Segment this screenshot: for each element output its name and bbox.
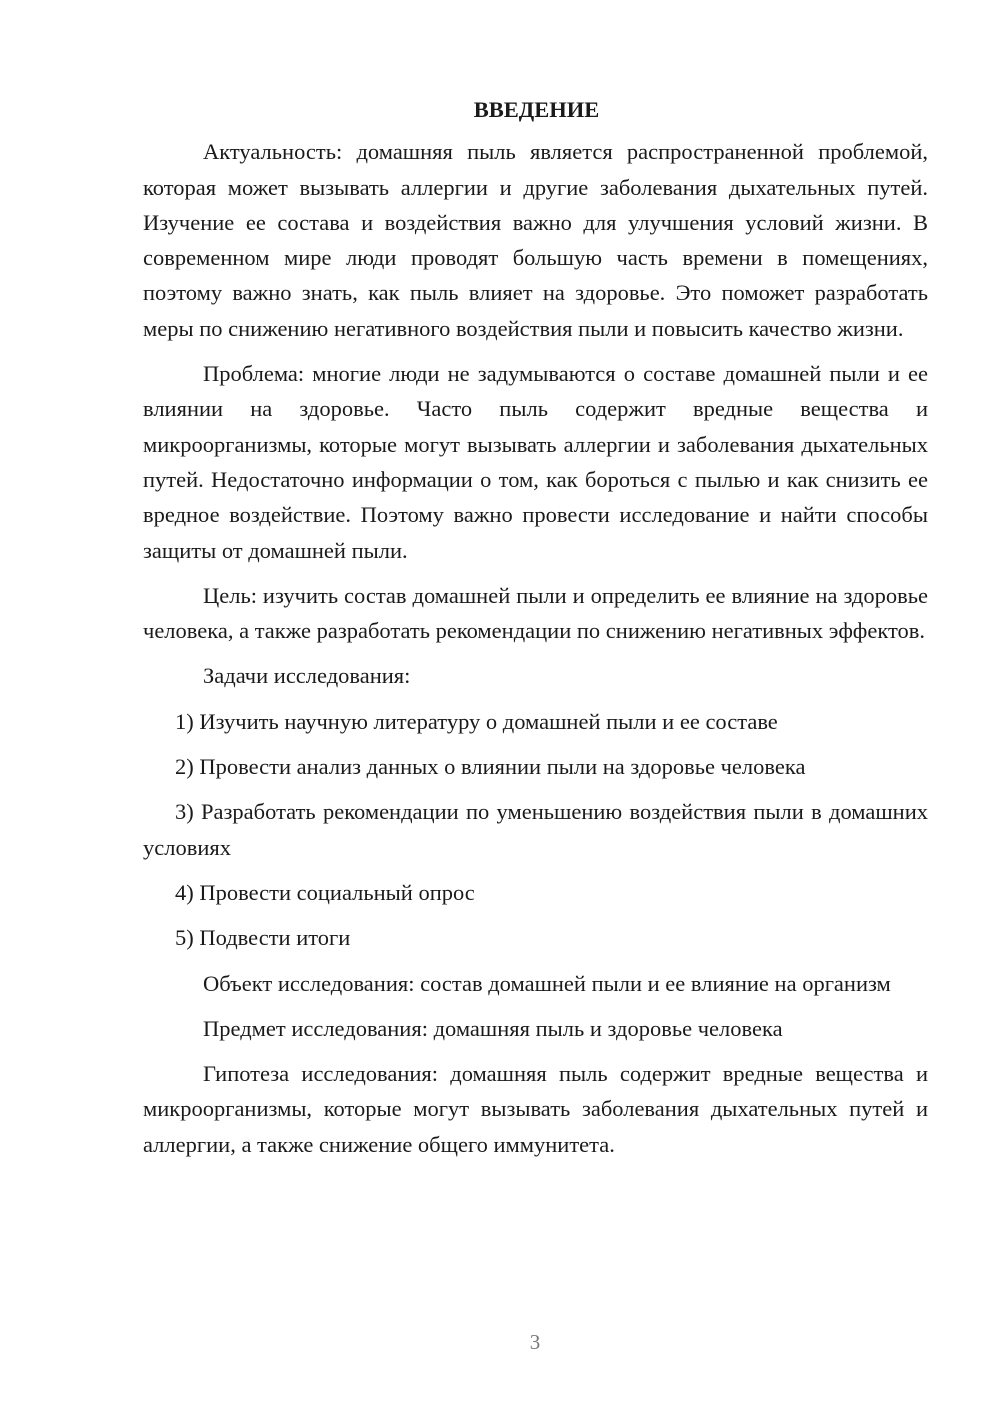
object-paragraph: Объект исследования: состав домашней пыли и ее влияние на организм (203, 970, 891, 996)
page-number: 3 (529, 1330, 541, 1354)
problem-paragraph: Проблема: многие люди не задумываются о составе домашней пыли и ее влиянии на здоровье. Часто пыль содержит вредные вещества и микроорганизмы, которые могут вызывать аллергии и заболевания дыхательных путей. Недостаточно информации о том, как бороться с пылью и как снизить ее вредное воздействие. Поэтому важно провести исследование и найти способы защиты от домашней пыли. (143, 361, 928, 563)
hypothesis-paragraph: Гипотеза исследования: домашняя пыль содержит вредные вещества и микроорганизмы, которые могут вызывать заболевания дыхательных путей и аллергии, а также снижение общего иммунитета. (143, 1061, 928, 1157)
task-item-5: 5) Подвести итоги (175, 925, 351, 951)
task-item-2: 2) Провести анализ данных о влиянии пыли на здоровье человека (175, 754, 806, 780)
subject-paragraph: Предмет исследования: домашняя пыль и здоровье человека (203, 1015, 783, 1041)
relevance-paragraph: Актуальность: домашняя пыль является распространенной проблемой, которая может вызывать аллергии и другие заболевания дыхательных путей. Изучение ее состава и воздействия важно для улучшения условий жизни. В современном мире люди проводят большую часть времени в помещениях, поэтому важно знать, как пыль влияет на здоровье. Это поможет разработать меры по снижению негативного воздействия пыли и повысить качество жизни. (143, 139, 928, 341)
tasks-heading: Задачи исследования: (203, 663, 411, 689)
section-heading: ВВЕДЕНИЕ (473, 97, 600, 122)
task-item-1: 1) Изучить научную литературу о домашней пыли и ее составе (175, 708, 778, 734)
goal-paragraph: Цель: изучить состав домашней пыли и определить ее влияние на здоровье человека, а также разработать рекомендации по снижению негативных эффектов. (143, 582, 928, 644)
page-content (143, 92, 928, 1172)
task-item-3: 3) Разработать рекомендации по уменьшению воздействия пыли в домашних условиях (143, 799, 928, 860)
task-item-4: 4) Провести социальный опрос (175, 879, 475, 905)
